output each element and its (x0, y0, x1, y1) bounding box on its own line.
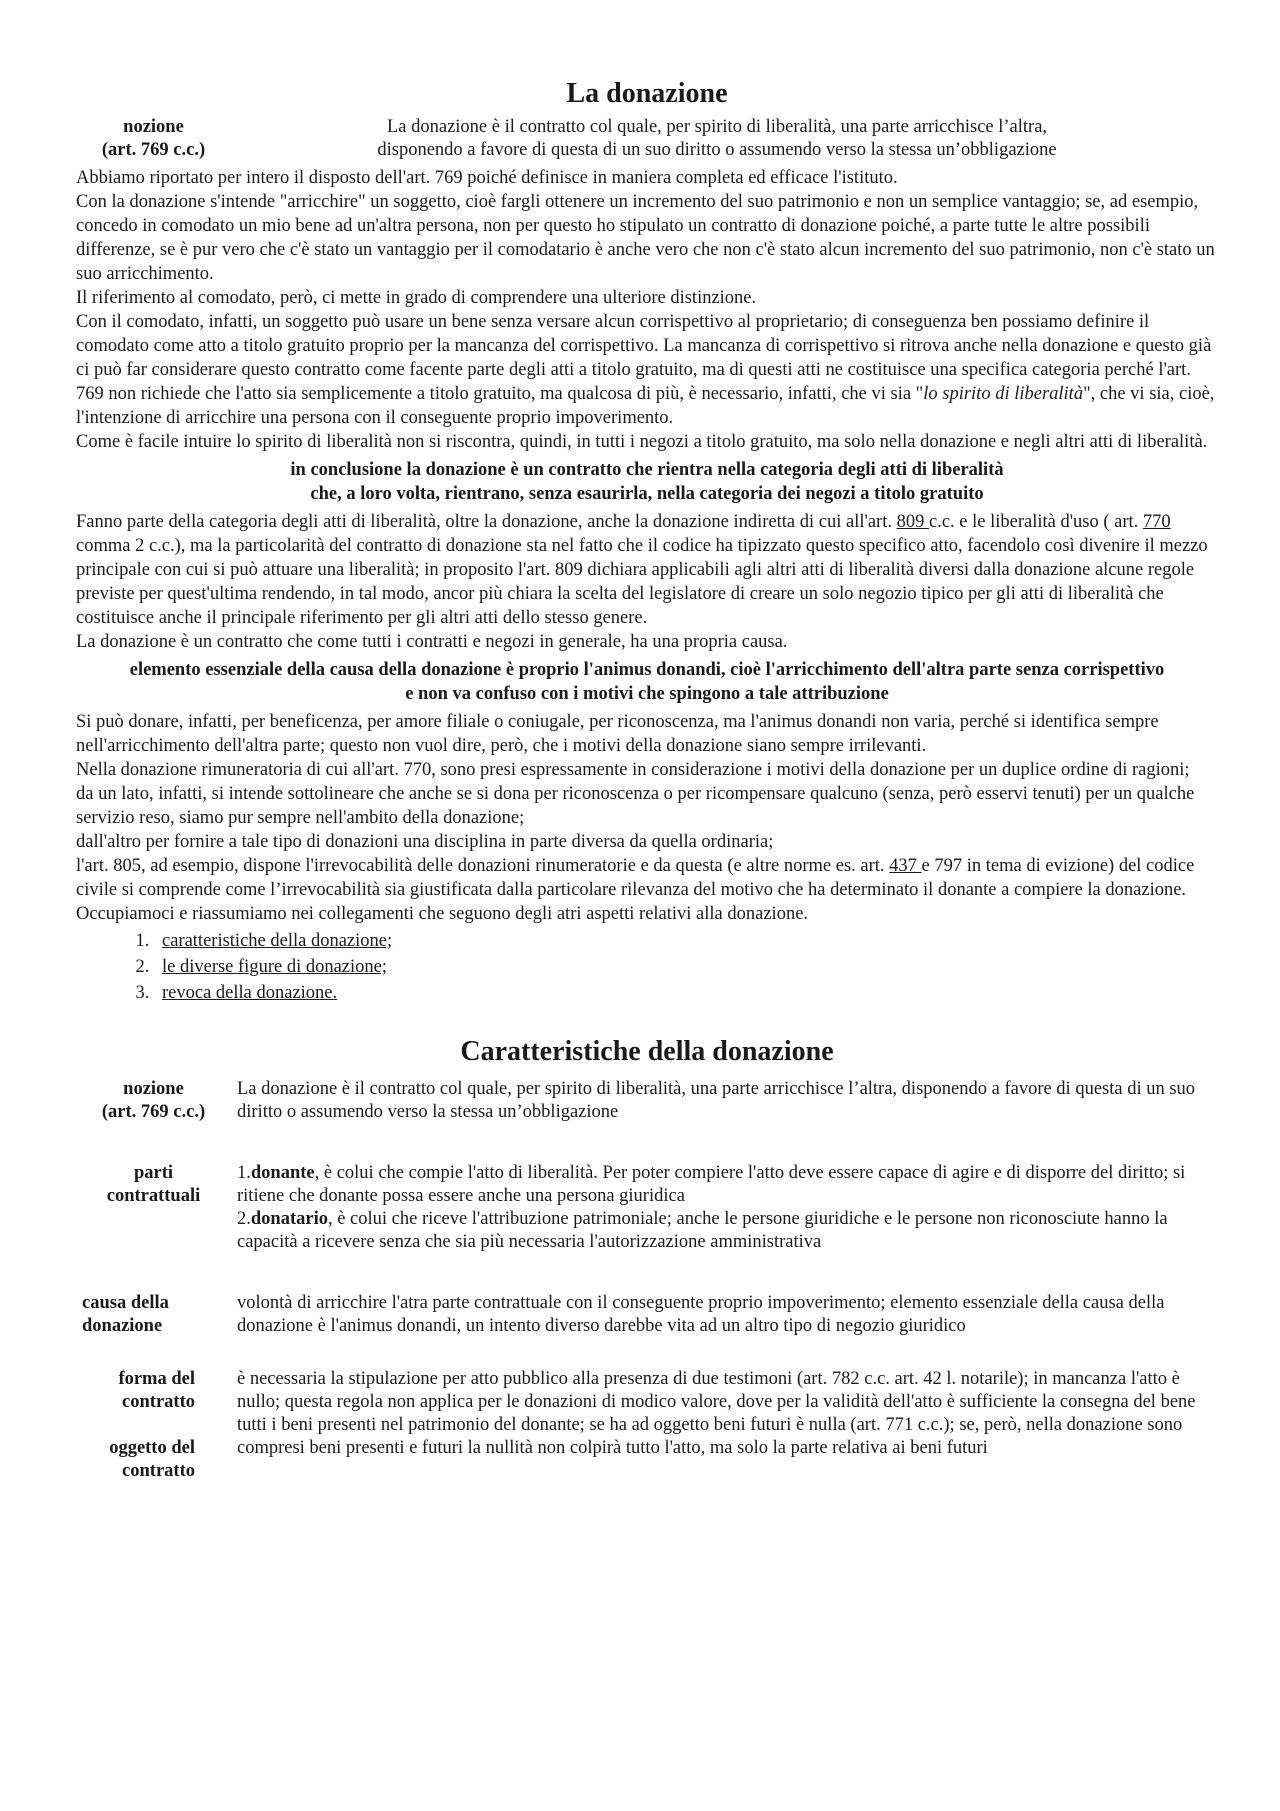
paragraph: Il riferimento al comodato, però, ci mette in grado di comprendere una ulteriore distinzione. (76, 288, 757, 308)
paragraph: Con il comodato, infatti, un soggetto può usare un bene senza versare alcun corrispettivo al proprietario; di conseguenza ben possiamo definire il comodato come atto a titolo gratuito proprio per la mancanza del corrispettivo. La mancanza di corrispettivo si ritrova anche nella donazione e questo già ci può far considerare questo contratto come facente parte degli atti a titolo gratuito, ma di questi atti ne costituisce una specifica categoria perché l'art. 769 non richiede che l'atto sia semplicemente a titolo gratuito, ma qualcosa di più, è necessario, infatti, che vi sia "lo spirito di liberalità", che vi sia, cioè, l'intenzione di arricchire una persona con il conseguente proprio impoverimento. (76, 312, 1215, 428)
causa-highlight: elemento essenziale della causa della donazione è proprio l'animus donandi, cioè l'arricchimento dell'altra parte senza corrispettivo e non va confuso con i motivi che spingono a tale attribuzione (129, 660, 1165, 704)
list-item (154, 980, 1218, 1006)
link-revoca[interactable]: revoca della donazione. (162, 983, 338, 1003)
paragraph: Con la donazione s'intende "arricchire" un soggetto, cioè fargli ottenere un incremento del suo patrimonio e non un semplice vantaggio; se, ad esempio, concedo in comodato un mio bene ad un'altra persona, non per questo ho stipulato un contratto di donazione poiché, a parte tutte le altre possibili differenze, se è pur vero che c'è stato un vantaggio per il comodatario è anche vero che non c'è stato alcun incremento del suo patrimonio, non c'è stato un suo arricchimento. (76, 192, 1215, 284)
link-figure-donazione[interactable]: le diverse figure di donazione; (162, 957, 387, 977)
paragraph: Abbiamo riportato per intero il disposto dell'art. 769 poiché definisce in maniera completa ed efficace l'istituto. (76, 168, 898, 188)
motives-section (76, 710, 1218, 926)
definition-label: nozione (art. 769 c.c.) (101, 117, 206, 160)
section-title: Caratteristiche della donazione (460, 1036, 834, 1067)
row-label: causa della donazione (82, 1293, 169, 1336)
paragraph: Fanno parte della categoria degli atti di liberalità, oltre la donazione, anche la donazione indiretta di cui all'art. 809 c.c. e le liberalità d'uso ( art. 770 comma 2 c.c.), ma la particolarità del contratto di donazione sta nel fatto che il codice ha tipizzato questo specifico atto, facendolo così divenire il mezzo principale con cui si può attuare una liberalità; in proposito l'art. 809 dichiara applicabili agli altri atti di liberalità diversi dalla donazione alcune regole previste per quest'ultima rendendo, in tal modo, ancor più chiara la scelta del legislatore di creare un solo negozio tipico per gli atti di liberalità che costituisce anche il principale riferimento per gli altri atti dello stesso genere. (76, 512, 1208, 628)
related-links-list (76, 928, 1218, 1006)
row-text: La donazione è il contratto col quale, per spirito di liberalità, una parte arricchisce l’altra, disponendo a favore di questa di un suo diritto o assumendo verso la stessa un’obbligazione (237, 1079, 1196, 1122)
table-row-nozione (76, 1078, 1218, 1124)
conclusion-highlight: in conclusione la donazione è un contratto che rientra nella categoria degli atti di liberalità che, a loro volta, rientrano, senza esaurirla, nella categoria dei negozi a titolo gratuito (290, 460, 1004, 504)
row-text: 1.donante, è colui che compie l'atto di liberalità. Per poter compiere l'atto deve essere capace di agire e di disporre del diritto; si ritiene che donante possa essere anche una persona giuridica 2.donatario, è colui che riceve l'attribuzione patrimoniale; anche le persone giuridiche e le persone non riconosciute hanno la capacità a ricevere senza che sia più necessaria l'autorizzazione amministrativa (237, 1163, 1186, 1252)
definition-block (76, 116, 1218, 162)
art-809-link[interactable]: 809 (896, 512, 929, 532)
row-text: è necessaria la stipulazione per atto pubblico alla presenza di due testimoni (art. 782 c.c. art. 42 l. notarile); in mancanza l'atto è nullo; questa regola non applica per le donazioni di modico valore, dove per la validità dell'atto è sufficiente la consegna del bene (237, 1369, 1196, 1412)
document-page (76, 60, 1218, 1483)
art-437-link[interactable]: 437 (889, 856, 922, 876)
table-row-forma (76, 1368, 1218, 1414)
page-title: La donazione (566, 78, 728, 109)
paragraph: La donazione è un contratto che come tutti i contratti e negozi in generale, ha una propria causa. (76, 632, 788, 652)
row-text: tutti i beni presenti nel patrimonio del donante; se ha ad oggetto beni futuri è nulla (art. 771 c.c.); se, però, nella donazione sono compresi beni presenti e futuri la nullità non colpirà tutto l'atto, ma solo la parte relativa ai beni futuri (237, 1415, 1183, 1458)
list-item (154, 928, 1218, 954)
table-row-parti (76, 1162, 1218, 1254)
body-section (76, 510, 1218, 654)
paragraph: Come è facile intuire lo spirito di liberalità non si riscontra, quindi, in tutti i negozi a titolo gratuito, ma solo nella donazione e negli altri atti di liberalità. (76, 432, 1208, 452)
intro-section (76, 166, 1218, 454)
paragraph: l'art. 805, ad esempio, dispone l'irrevocabilità delle donazioni rinumeratorie e da questa (e altre norme es. art. 437 e 797 in tema di evizione) del codice civile si comprende come l’irrevocabilità sia giustificata dalla particolare rilevanza del motivo che ha determinato il donante a compiere la donazione. (76, 856, 1195, 900)
italic-phrase: lo spirito di liberalità (923, 384, 1084, 404)
table-row-causa (76, 1292, 1218, 1338)
paragraph: Si può donare, infatti, per beneficenza, per amore filiale o coniugale, per riconoscenza, ma l'animus donandi non varia, perché si identifica sempre nell'arricchimento dell'altra parte; questo non vuol dire, però, che i motivi della donazione siano sempre irrilevanti. (76, 712, 1159, 756)
paragraph: dall'altro per fornire a tale tipo di donazioni una disciplina in parte diversa da quella ordinaria; (76, 832, 774, 852)
table-row-oggetto (76, 1414, 1218, 1483)
art-770-link[interactable]: 770 (1142, 512, 1171, 532)
characteristics-table (76, 1078, 1218, 1483)
link-caratteristiche[interactable]: caratteristiche della donazione; (162, 931, 393, 951)
row-label: oggetto del contratto (109, 1438, 195, 1481)
list-item (154, 954, 1218, 980)
paragraph: da un lato, infatti, si intende sottolineare che anche se si dona per riconoscenza o per ricompensare qualcuno (senza, però esservi tenuti) per un qualche servizio reso, siamo pur sempre nell'ambito della donazione; (76, 784, 1195, 828)
row-label: parti contrattuali (106, 1163, 201, 1206)
paragraph: Occupiamoci e riassumiamo nei collegamenti che seguono degli atri aspetti relativi alla donazione. (76, 904, 809, 924)
row-label: nozione (art. 769 c.c.) (101, 1079, 206, 1122)
row-label: forma del contratto (118, 1369, 195, 1412)
paragraph: Nella donazione rimuneratoria di cui all'art. 770, sono presi espressamente in considerazione i motivi della donazione per un duplice ordine di ragioni; (76, 760, 1190, 780)
row-text: volontà di arricchire l'atra parte contrattuale con il conseguente proprio impoverimento; elemento essenziale della causa della donazione è l'animus donandi, un intento diverso darebbe vita ad un altro tipo di negozio giuridico (237, 1293, 1165, 1336)
definition-text: La donazione è il contratto col quale, per spirito di liberalità, una parte arricchisce l’altra, disponendo a favore di questa di un suo diritto o assumendo verso la stessa un’obbligazione (377, 117, 1057, 160)
